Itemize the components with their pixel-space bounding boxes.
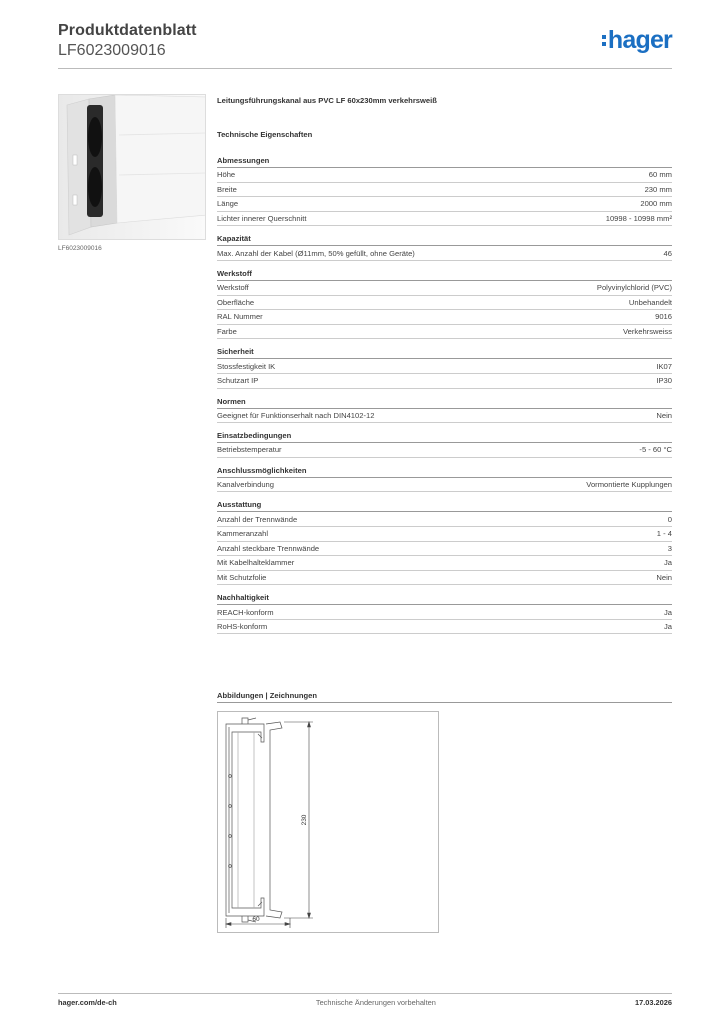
- spec-row: [217, 325, 672, 340]
- footer-date: 17.03.2026: [635, 998, 672, 1007]
- spec-section: [217, 397, 672, 424]
- spec-label: Mit Schutzfolie: [217, 572, 267, 582]
- spec-value: 2000 mm: [640, 199, 672, 209]
- spec-value: 230 mm: [644, 184, 672, 194]
- duct-profile-drawing: [218, 712, 438, 932]
- spec-row: [217, 168, 672, 183]
- spec-value: Nein: [656, 410, 672, 420]
- spec-value: Unbehandelt: [628, 297, 672, 307]
- spec-section: [217, 593, 672, 634]
- technical-drawing: [217, 711, 439, 933]
- spec-value: 10998 - 10998 mm²: [605, 214, 672, 224]
- spec-row: [217, 527, 672, 542]
- spec-row: [217, 310, 672, 325]
- spec-value: 60 mm: [648, 170, 672, 180]
- spec-row: [217, 359, 672, 374]
- spec-row: [217, 605, 672, 620]
- spec-section: [217, 500, 672, 585]
- spec-label: Länge: [217, 199, 239, 209]
- spec-section: [217, 431, 672, 458]
- spec-label: Schutzart IP: [217, 376, 259, 386]
- footer-notice: Technische Änderungen vorbehalten: [315, 998, 436, 1007]
- spec-section: [217, 234, 672, 261]
- dimension-height-label: 230: [301, 814, 308, 826]
- spec-label: Anzahl der Trennwände: [217, 514, 298, 524]
- section-title: Normen: [217, 397, 672, 409]
- spec-label: Stossfestigkeit IK: [217, 361, 276, 371]
- spec-row: [217, 183, 672, 198]
- spec-label: Geeignet für Funktionserhalt nach DIN4102-12: [217, 410, 375, 420]
- hager-logo: [602, 28, 672, 53]
- tech-title: Technische Eigenschaften: [217, 130, 313, 139]
- spec-label: RoHS-konform: [217, 622, 268, 632]
- section-title: Einsatzbedingungen: [217, 431, 672, 443]
- spec-label: Breite: [217, 184, 237, 194]
- header-divider: [58, 68, 672, 69]
- spec-label: Kammeranzahl: [217, 529, 269, 539]
- section-title: Anschlussmöglichkeiten: [217, 466, 672, 478]
- spec-value: 46: [663, 248, 672, 258]
- spec-label: Mit Kabelhalteklammer: [217, 558, 295, 568]
- spec-value: 0: [667, 514, 672, 524]
- product-code: LF6023009016: [58, 42, 166, 59]
- section-title: Werkstoff: [217, 269, 672, 281]
- spec-value: IP30: [656, 376, 672, 386]
- tech-specs-area: [217, 96, 672, 634]
- spec-value: IK07: [656, 361, 672, 371]
- section-title: Abmessungen: [217, 156, 672, 168]
- spec-label: Lichter innerer Querschnitt: [217, 214, 307, 224]
- spec-label: Werkstoff: [217, 283, 249, 293]
- spec-row: [217, 197, 672, 212]
- spec-row: [217, 542, 672, 557]
- spec-label: Höhe: [217, 170, 236, 180]
- document-title: Produktdatenblatt: [58, 22, 197, 39]
- spec-value: Ja: [663, 622, 672, 632]
- footer-divider: [58, 993, 672, 994]
- spec-row: [217, 512, 672, 527]
- photo-caption: LF6023009016: [58, 245, 102, 252]
- section-title: Sicherheit: [217, 347, 672, 359]
- footer-website-link[interactable]: hager.com/de-ch: [58, 998, 117, 1007]
- spec-row: [217, 212, 672, 227]
- logo-text: hager: [607, 26, 672, 54]
- spec-row: [217, 374, 672, 389]
- spec-section: [217, 466, 672, 493]
- spec-label: Betriebstemperatur: [217, 445, 282, 455]
- spec-value: Verkehrsweiss: [623, 327, 672, 337]
- spec-section: [217, 269, 672, 339]
- spec-label: Anzahl steckbare Trennwände: [217, 543, 320, 553]
- spec-row: [217, 443, 672, 458]
- document-header: [58, 22, 197, 60]
- spec-label: Oberfläche: [217, 297, 255, 307]
- spec-value: Nein: [656, 572, 672, 582]
- spec-value: -5 - 60 °C: [639, 445, 672, 455]
- logo-dots-icon: [602, 35, 606, 46]
- dimension-width-label: 60: [252, 916, 260, 923]
- spec-row: [217, 478, 672, 493]
- spec-row: [217, 409, 672, 424]
- spec-section: [217, 347, 672, 388]
- spec-row: [217, 281, 672, 296]
- product-description: Leitungsführungskanal aus PVC LF 60x230mm verkehrsweiß: [217, 96, 437, 105]
- spec-row: [217, 620, 672, 635]
- spec-row: [217, 571, 672, 586]
- spec-section: [217, 156, 672, 226]
- spec-label: REACH-konform: [217, 607, 274, 617]
- spec-value: 3: [667, 543, 672, 553]
- spec-label: Max. Anzahl der Kabel (Ø11mm, 50% gefüllt, ohne Geräte): [217, 248, 415, 258]
- spec-row: [217, 246, 672, 261]
- spec-value: 9016: [655, 312, 672, 322]
- drawings-title: Abbildungen | Zeichnungen: [217, 691, 672, 703]
- footer: [58, 998, 672, 1007]
- section-title: Ausstattung: [217, 500, 672, 512]
- spec-label: Kanalverbindung: [217, 480, 274, 490]
- spec-value: Ja: [663, 607, 672, 617]
- spec-value: Vormontierte Kupplungen: [586, 480, 672, 490]
- spec-value: Polyvinylchlorid (PVC): [596, 283, 672, 293]
- spec-value: 1 - 4: [656, 529, 672, 539]
- section-title: Kapazität: [217, 234, 672, 246]
- spec-label: RAL Nummer: [217, 312, 263, 322]
- spec-row: [217, 296, 672, 311]
- spec-value: Ja: [663, 558, 672, 568]
- spec-sections: [217, 156, 672, 634]
- product-photo: [58, 94, 206, 240]
- spec-label: Farbe: [217, 327, 237, 337]
- section-title: Nachhaltigkeit: [217, 593, 672, 605]
- spec-row: [217, 556, 672, 571]
- cable-duct-image: [59, 95, 206, 240]
